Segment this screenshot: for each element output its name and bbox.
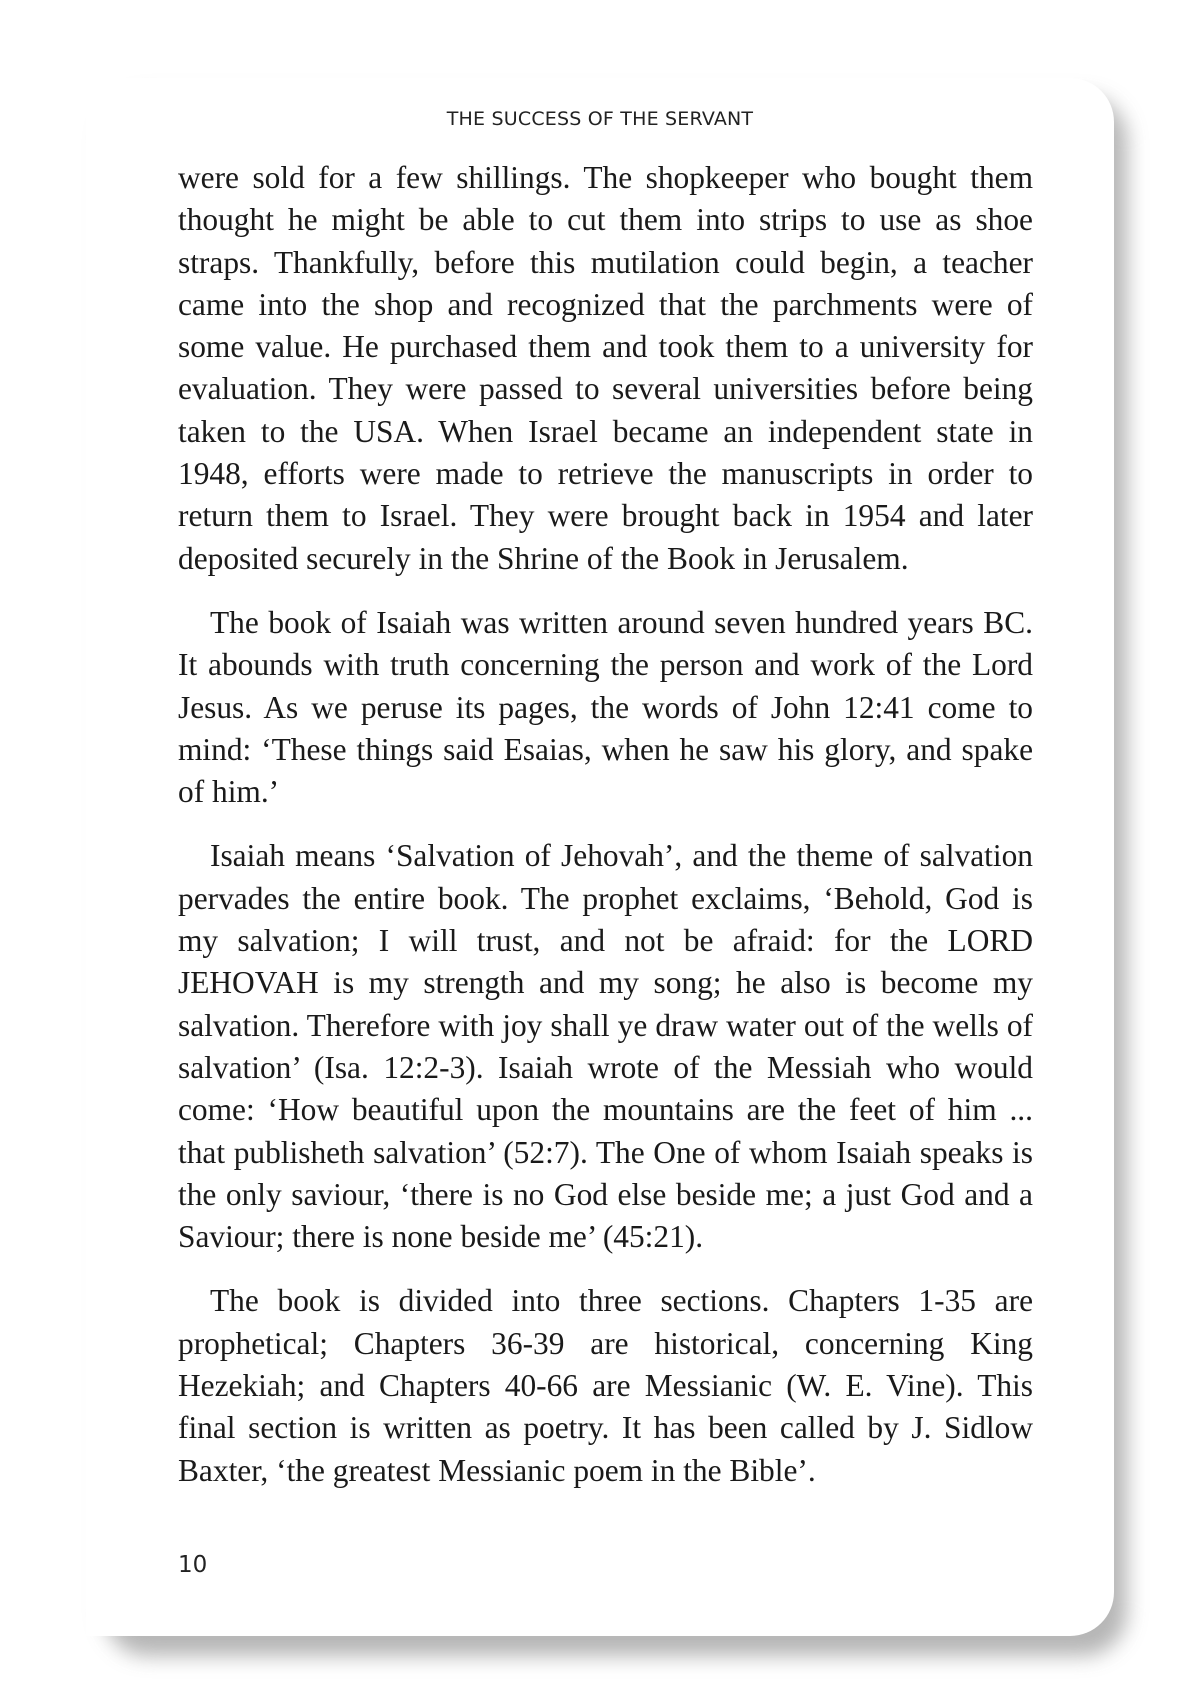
paragraph-continuation: were sold for a few shillings. The shopkeeper who bought them thought he might be able to cut them into strips to use as shoe straps. Thankfully, before this mutilation could begin, a teacher came into the shop and recognized that the parchments were of some value. He purchased them and took them to a university for evaluation. They were passed to several universities before being taken to the USA. When Israel became an independent state in 1948, efforts were made to retrieve the manuscripts in order to return them to Israel. They were brought back in 1954 and later deposited securely in the Shrine of the Book in Jerusalem.	[178, 160, 1033, 576]
paragraph-book-sections: The book is divided into three sections. Chapters 1-35 are prophetical; Chapters 36-39 are historical, concerning King Hezekiah; and Chapters 40-66 are Messianic (W. E. Vine). This final section is written as poetry. It has been called by J. Sidlow Baxter, ‘the greatest Messianic poem in the Bible’.	[178, 1283, 1033, 1488]
paragraph-isaiah-date: The book of Isaiah was written around seven hundred years BC. It abounds with truth concerning the person and work of the Lord Jesus. As we peruse its pages, the words of John 12:41 come to mind: ‘These things said Esaias, when he saw his glory, and spake of him.’	[178, 604, 1033, 810]
body-text	[178, 157, 1033, 1514]
running-head: THE SUCCESS OF THE SERVANT	[446, 108, 754, 130]
paragraph-salvation-theme: Isaiah means ‘Salvation of Jehovah’, and the theme of salvation pervades the entire book. The prophet exclaims, ‘Behold, God is my salvation; I will trust, and not be afraid: for the LORD JEHOVAH is my strength and my song; he also is become my salvation. Therefore with joy shall ye draw water out of the wells of salvation’ (Isa. 12:2-3). Isaiah wrote of the Messiah who would come: ‘How beautiful upon the mountains are the feet of him ... that publisheth salvation’ (52:7). The One of whom Isaiah speaks is the only saviour, ‘there is no God else beside me; a just God and a Saviour; there is none beside me’ (45:21).	[178, 838, 1033, 1255]
page-number: 10	[178, 1552, 208, 1578]
book-page	[86, 78, 1114, 1636]
